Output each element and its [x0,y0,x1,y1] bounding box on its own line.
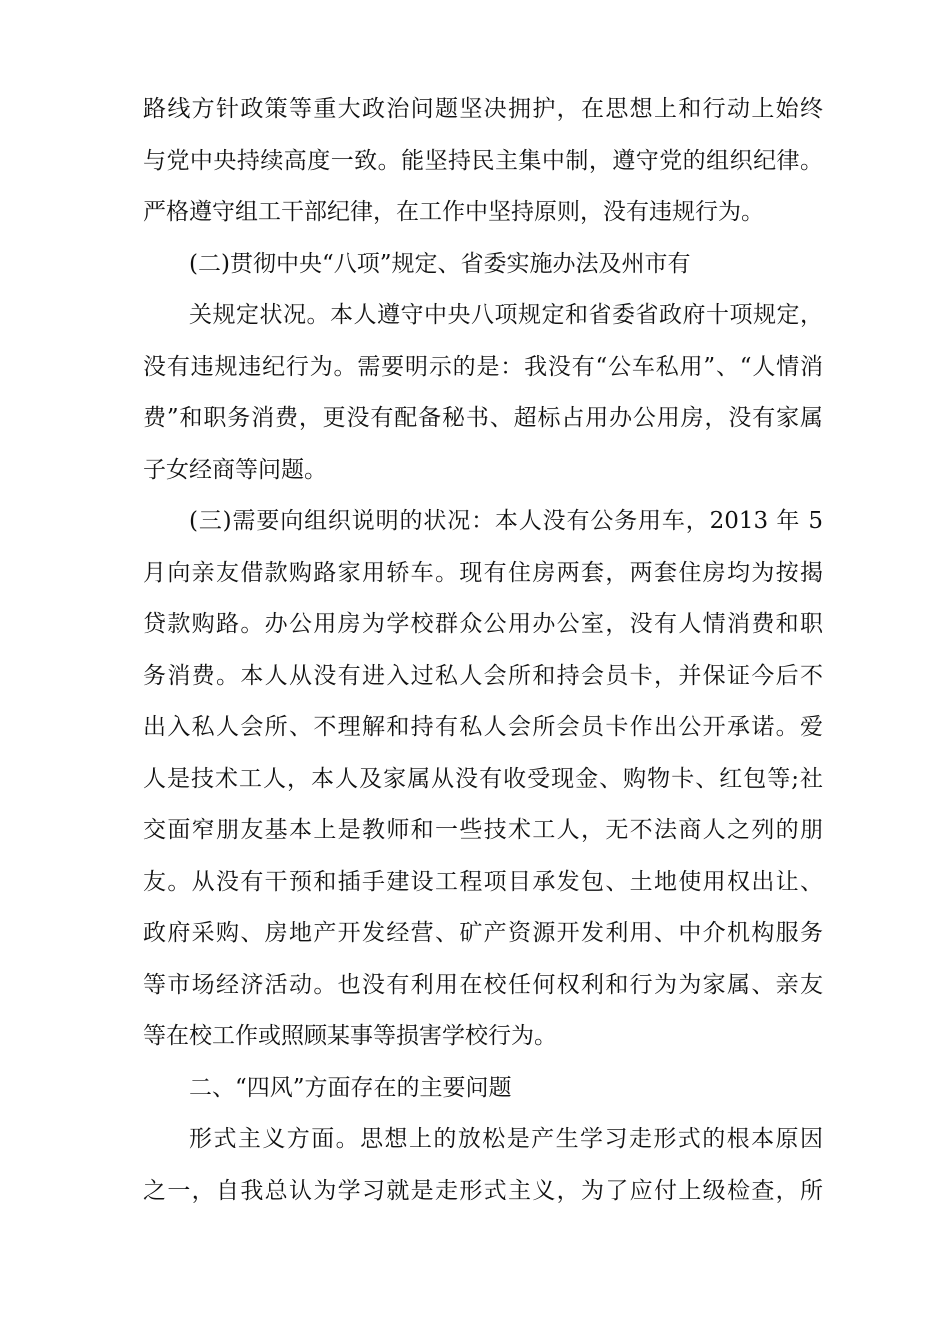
text-line: 严格遵守组工干部纪律，在工作中坚持原则，没有违规行为。 [143,199,764,225]
text-line: 路线方针政策等重大政治问题坚决拥护，在思想上和行动上始终 [143,96,823,122]
text-line: 贷款购路。办公用房为学校群众公用办公室，没有人情消费和职 [143,611,823,637]
heading-eight-rules [143,239,823,291]
text-line: (三)需要向组织说明的状况：本人没有公务用车，2013 年 5 [189,508,823,534]
text-line: 二、“四风”方面存在的主要问题 [189,1074,512,1101]
text-line: 交面窄朋友基本上是教师和一些技术工人，无不法商人之列的朋 [143,817,823,843]
text-line: 等在校工作或照顾某事等损害学校行为。 [143,1023,557,1049]
text-line: 友。从没有干预和插手建设工程项目承发包、土地使用权出让、 [143,868,823,895]
paragraph-formalism [143,1114,823,1217]
text-line: 政府采购、房地产开发经营、矿产资源开发利用、中介机构服务 [143,920,823,946]
text-line: 之一，自我总认为学习就是走形式主义，为了应付上级检查，所 [143,1177,823,1204]
heading-four-winds [143,1063,823,1115]
text-line: 人是技术工人，本人及家属从没有收受现金、购物卡、红包等;社 [143,765,823,792]
text-line: 子女经商等问题。 [143,456,327,483]
text-line: 务消费。本人从没有进入过私人会所和持会员卡，并保证今后不 [143,662,823,689]
text-line: 与党中央持续高度一致。能坚持民主集中制，遵守党的组织纪律。 [143,147,823,174]
document-body [143,84,823,1217]
text-line: 等市场经济活动。也没有利用在校任何权利和行为为家属、亲友 [143,971,823,998]
text-line: (二)贯彻中央“八项”规定、省委实施办法及州市有 [189,250,691,277]
text-line: 形式主义方面。思想上的放松是产生学习走形式的根本原因 [189,1126,823,1152]
paragraph-eight-rules [143,290,823,496]
text-line: 关规定状况。本人遵守中央八项规定和省委省政府十项规定， [189,302,823,328]
paragraph-explanation [143,496,823,1063]
text-line: 月向亲友借款购路家用轿车。现有住房两套，两套住房均为按揭 [143,559,823,586]
text-line: 出入私人会所、不理解和持有私人会所会员卡作出公开承诺。爱 [143,714,823,740]
text-line: 没有违规违纪行为。需要明示的是：我没有“公车私用”、“人情消 [143,353,823,380]
paragraph-party-discipline [143,84,823,239]
text-line: 费”和职务消费，更没有配备秘书、超标占用办公用房，没有家属 [143,405,823,431]
